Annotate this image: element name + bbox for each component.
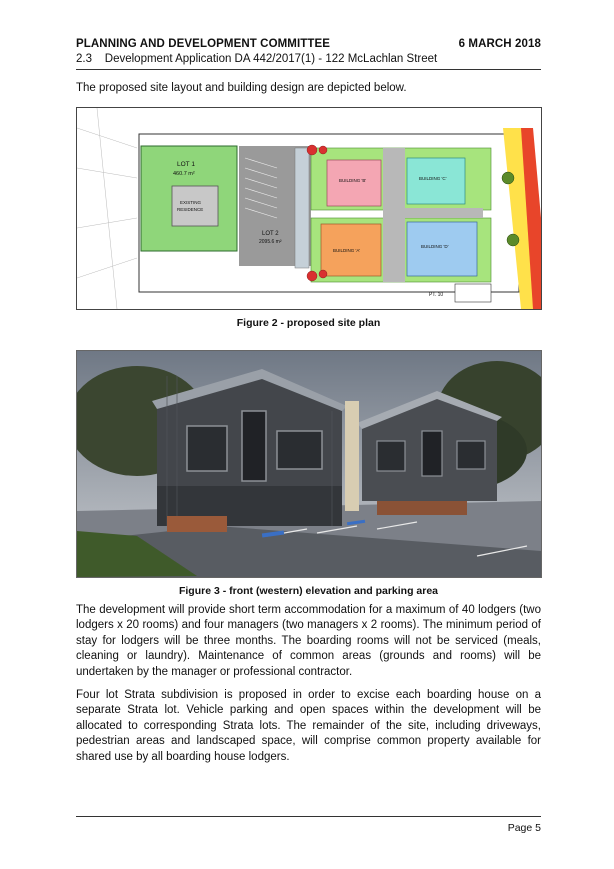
building-c (407, 158, 465, 204)
paragraph-accommodation: The development will provide short term accommodation for a maximum of 40 lodgers (two lodgers x 20 rooms) and four managers (two managers x 2 rooms). The minimum period of stay for lodgers will be three months. The boarding rooms will not be serviced (meals, cleaning or laundry). Maintenance of common areas (grounds and rooms) will be undertaken by the manager or professional contractor. (76, 604, 541, 678)
figure2-caption: Figure 2 - proposed site plan (236, 317, 381, 329)
building-b (327, 160, 381, 206)
svg-text:BUILDING 'C': BUILDING 'C' (419, 176, 447, 181)
site-plan-drawing (77, 108, 541, 309)
pt10-label: PT. 10 (429, 292, 444, 298)
svg-text:BUILDING 'B': BUILDING 'B' (339, 178, 367, 183)
lot2-label: LOT 2 (262, 231, 279, 237)
item-title: Development Application DA 442/2017(1) - 122 McLachlan Street (104, 53, 438, 65)
header-item-row (76, 53, 541, 65)
svg-text:BUILDING 'A': BUILDING 'A' (333, 248, 361, 253)
building-d (407, 222, 477, 276)
header-committee-row (76, 38, 541, 50)
page-number: Page 5 (507, 822, 541, 834)
committee-title: PLANNING AND DEVELOPMENT COMMITTEE (76, 38, 331, 50)
existing-label: EXISTING (180, 200, 202, 205)
svg-text:BUILDING 'D': BUILDING 'D' (421, 244, 449, 249)
footer-divider (76, 816, 541, 817)
lot1-label: LOT 1 (177, 161, 195, 168)
lot2-area-label: 2095.6 m² (259, 239, 282, 245)
meeting-date: 6 MARCH 2018 (458, 38, 541, 50)
paragraph-strata-subdivision: Four lot Strata subdivision is proposed in order to excise each boarding house on a separate Strata lot. Vehicle parking and open spaces within the development will be allocated to corresponding Strata lots. The remainder of the site, including driveways, pedestrian areas and landscaped space, will comprise common property available for shared use by all boarding house lodgers. (76, 689, 541, 763)
residence-label: RESIDENCE (177, 207, 204, 212)
elevation-rendering (77, 351, 541, 577)
site-plan-figure (76, 107, 542, 310)
existing-residence (172, 186, 218, 226)
intro-text: The proposed site layout and building design are depicted below. (76, 82, 407, 94)
header-divider (76, 69, 541, 70)
item-number: 2.3 (76, 53, 92, 65)
elevation-rendering-figure (76, 350, 542, 578)
lot1-area-label: 460.7 m² (173, 171, 195, 177)
figure3-caption: Figure 3 - front (western) elevation and parking area (178, 585, 439, 597)
